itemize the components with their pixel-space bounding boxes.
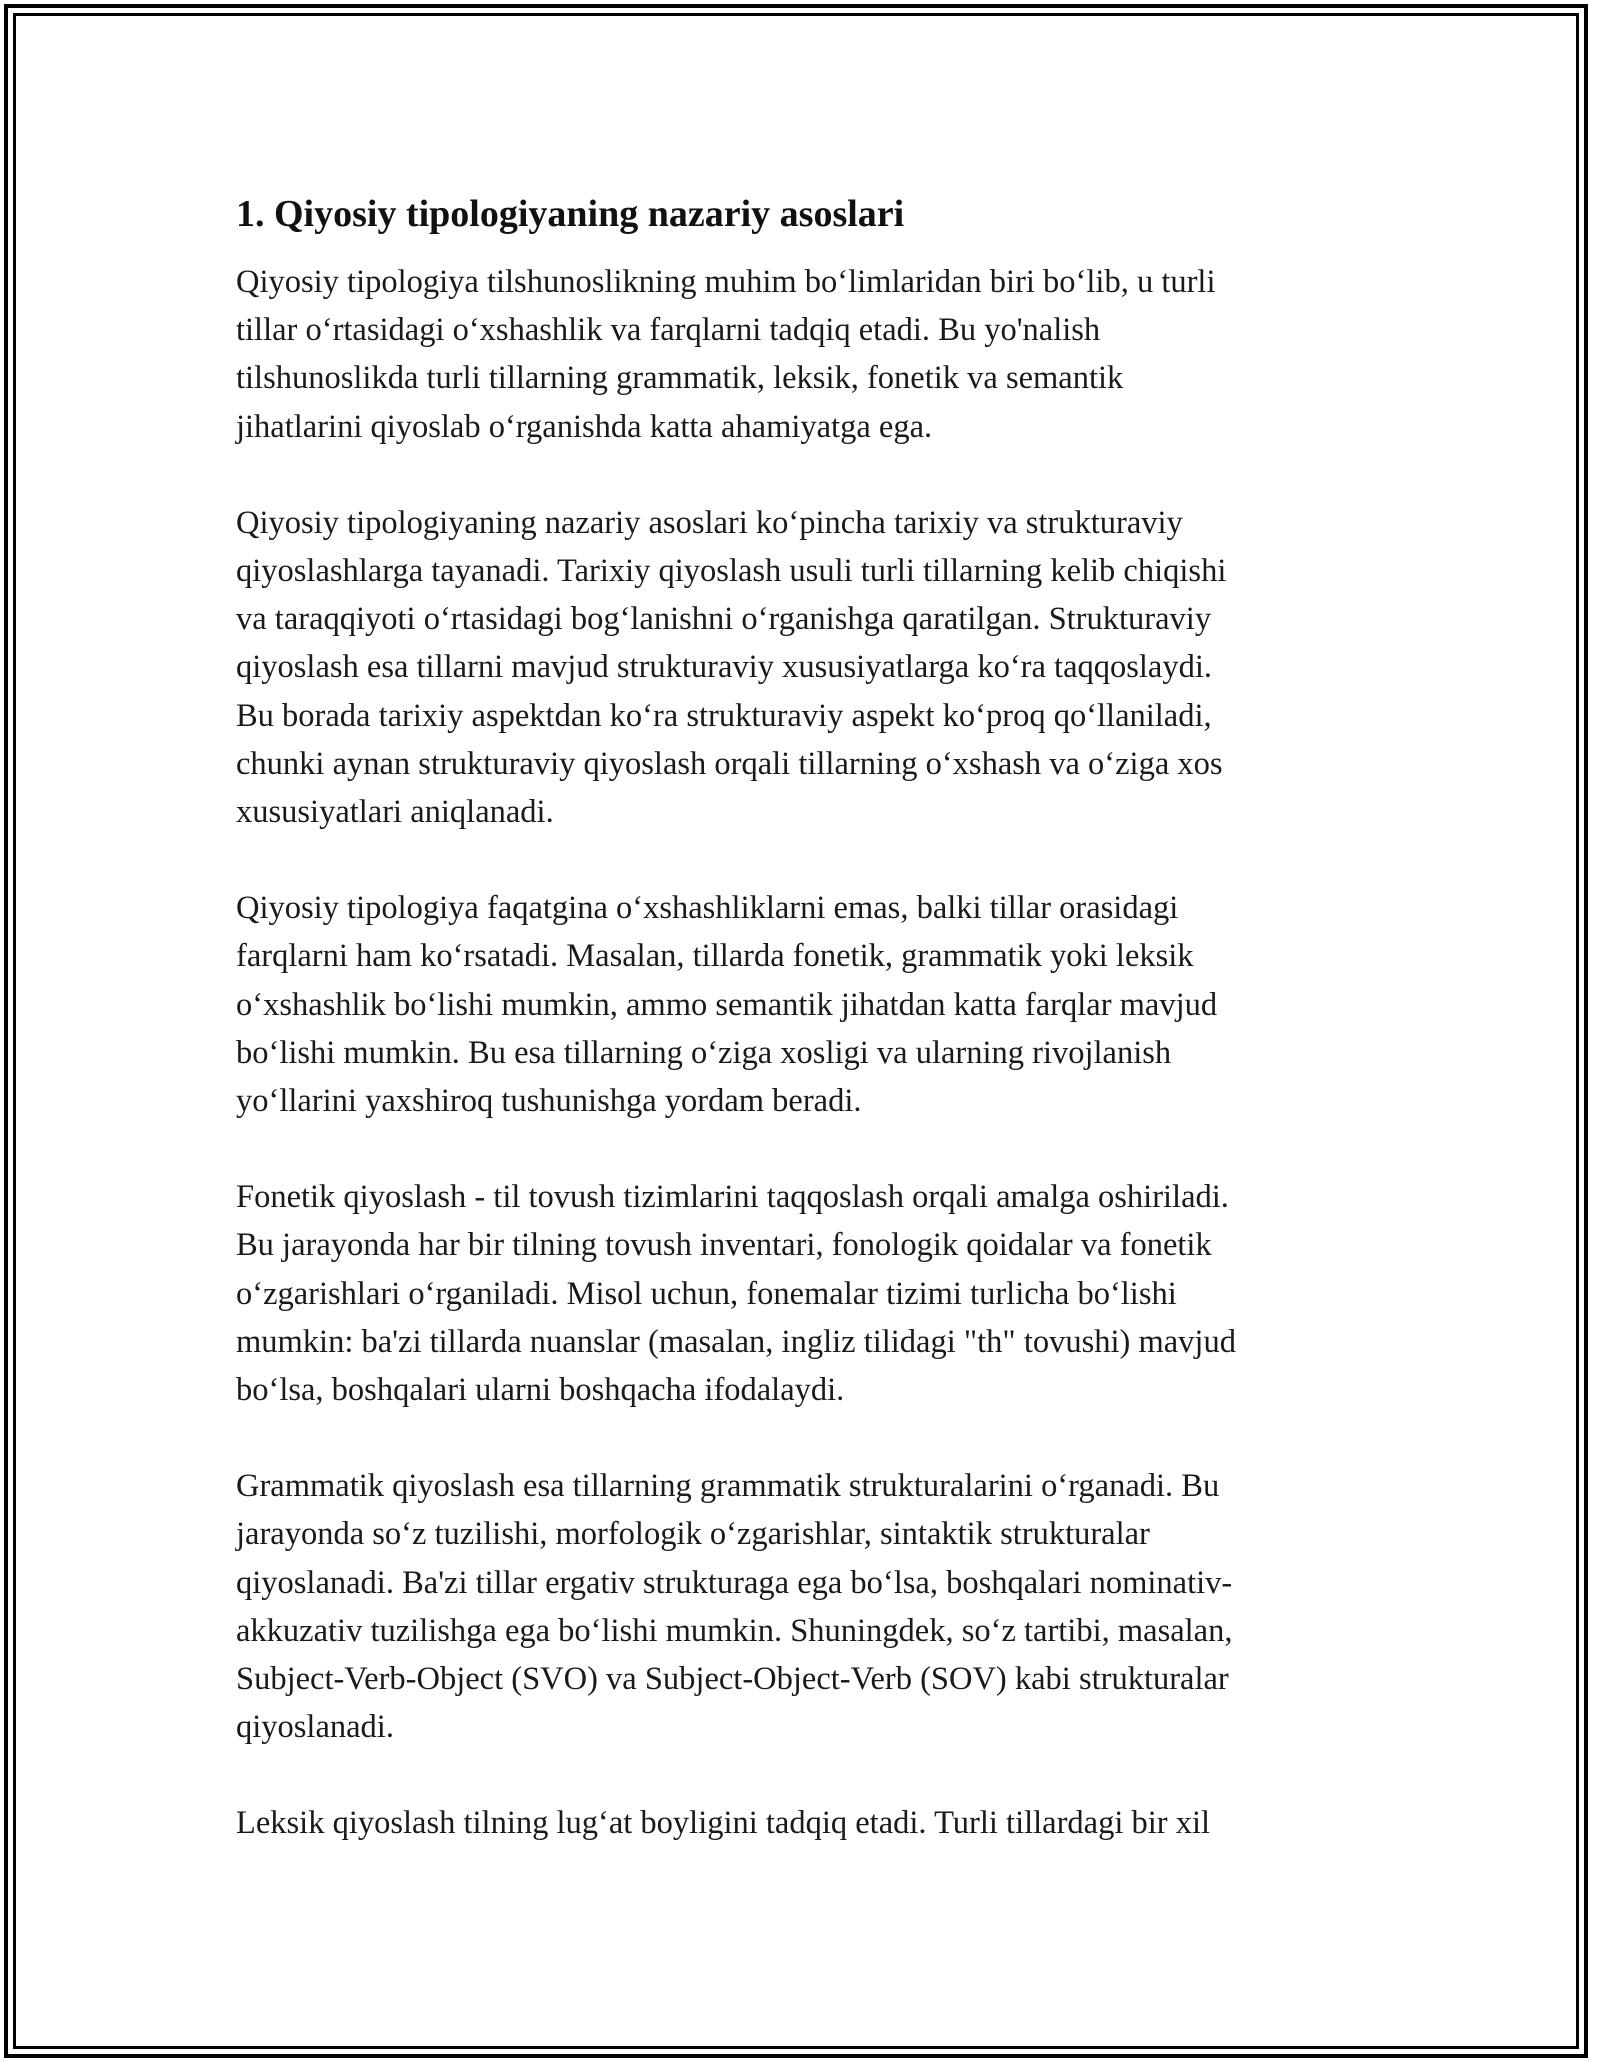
paragraph-theoretical-foundations: Qiyosiy tipologiyaning nazariy asoslari koʻpincha tarixiy va strukturaviy qiyoslashlarga tayanadi. Tarixiy qiyoslash usuli turli tillarning kelib chiqishi va taraqqiyoti oʻrtasidagi bogʻlanishni oʻrganishga qaratilgan. Strukturaviy qiyoslash esa tillarni mavjud strukturaviy xususiyatlarga koʻra taqqoslaydi. Bu borada tarixiy aspektdan koʻra strukturaviy aspekt koʻproq qoʻllaniladi, chunki aynan strukturaviy qiyoslash orqali tillarning oʻxshash va oʻziga xos xususiyatlari aniqlanadi.	[236, 504, 1227, 831]
paragraph-phonetic-comparison: Fonetik qiyoslash - til tovush tizimlarini taqqoslash orqali amalga oshiriladi. Bu jarayonda har bir tilning tovush inventari, fonologik qoidalar va fonetik oʻzgarishlari oʻrganiladi. Misol uchun, fonemalar tizimi turlicha boʻlishi mumkin: ba'zi tillarda nuanslar (masalan, ingliz tilidagi "th" tovushi) mavjud boʻlsa, boshqalari ularni boshqacha ifodalaydi.	[236, 1179, 1236, 1409]
section-title: 1. Qiyosiy tipologiyaning nazariy asoslari	[236, 193, 905, 235]
paragraph-intro: Qiyosiy tipologiya tilshunoslikning muhim boʻlimlaridan biri boʻlib, u turli tillar oʻrtasidagi oʻxshashlik va farqlarni tadqiq etadi. Bu yo'nalish tilshunoslikda turli tillarning grammatik, leksik, fonetik va semantik jihatlarini qiyoslab oʻrganishda katta ahamiyatga ega.	[236, 264, 1216, 445]
paragraph-grammatical-comparison: Grammatik qiyoslash esa tillarning grammatik strukturalarini oʻrganadi. Bu jarayonda soʻz tuzilishi, morfologik oʻzgarishlar, sintaktik strukturalar qiyoslanadi. Ba'zi tillar ergativ strukturaga ega boʻlsa, boshqalari nominativ- akkuzativ tuzilishga ega boʻlishi mumkin. Shuningdek, soʻz tartibi, masalan, Subject-Verb-Object (SVO) va Subject-Object-Verb (SOV) kabi strukturalar qiyoslanadi.	[236, 1468, 1233, 1746]
document-body	[236, 184, 1366, 1896]
paragraph-differences: Qiyosiy tipologiya faqatgina oʻxshashliklarni emas, balki tillar orasidagi farqlarni ham koʻrsatadi. Masalan, tillarda fonetik, grammatik yoki leksik oʻxshashlik boʻlishi mumkin, ammo semantik jihatdan katta farqlar mavjud boʻlishi mumkin. Bu esa tillarning oʻziga xosligi va ularning rivojlanish yoʻllarini yaxshiroq tushunishga yordam beradi.	[236, 890, 1218, 1120]
paragraph-lexical-comparison: Leksik qiyoslash tilning lugʻat boyligini tadqiq etadi. Turli tillardagi bir xil	[236, 1805, 1211, 1842]
